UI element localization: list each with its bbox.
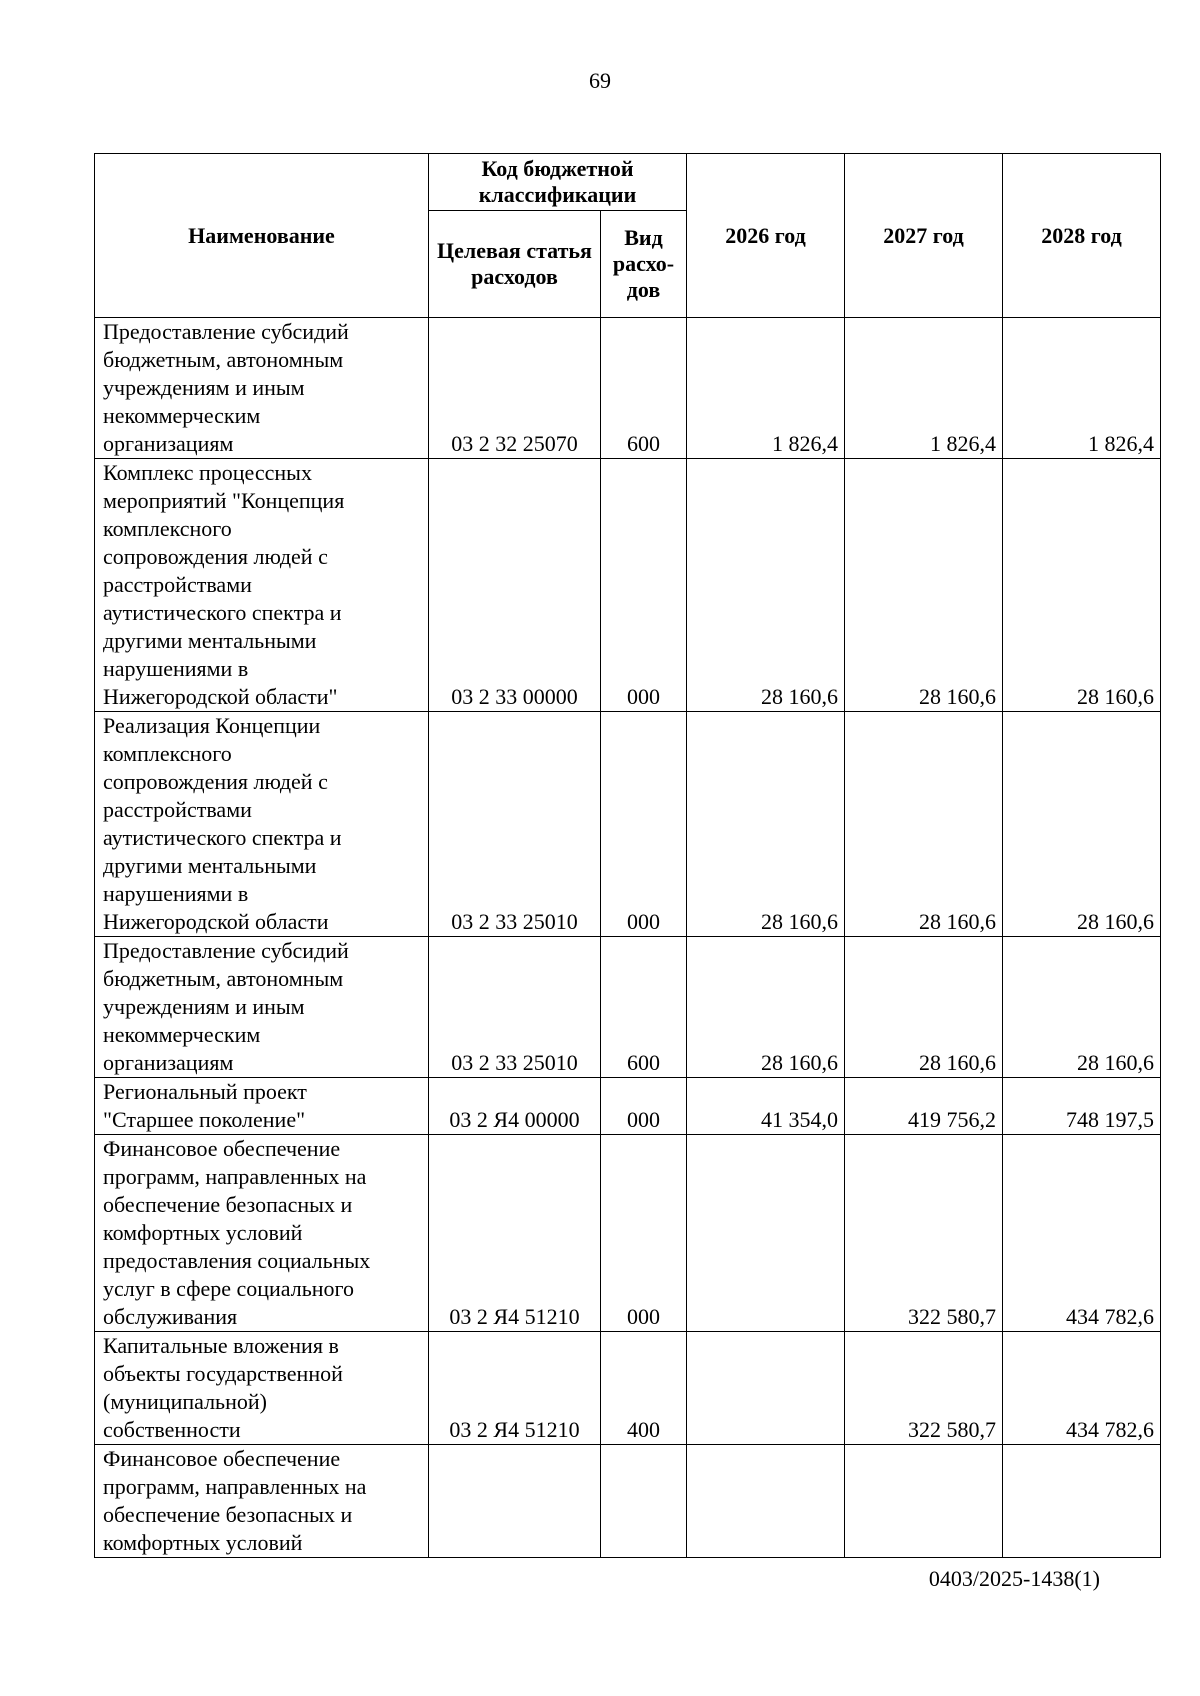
- row-2026-cell: 28 160,6: [687, 712, 845, 937]
- header-name: Наименование: [95, 154, 429, 318]
- row-name-cell: Предоставление субсидий бюджетным, автономным учреждениям и иным некоммерческим организациям: [95, 937, 429, 1078]
- row-2027-cell: [845, 1445, 1003, 1558]
- row-2026-cell: [687, 1332, 845, 1445]
- row-2026-cell: [687, 1445, 845, 1558]
- row-target-item-cell: 03 2 Я4 51210: [429, 1135, 601, 1332]
- row-name-cell: Предоставление субсидий бюджетным, автономным учреждениям и иным некоммерческим организациям: [95, 318, 429, 459]
- row-expense-type-cell: 000: [601, 712, 687, 937]
- row-target-item-cell: 03 2 33 00000: [429, 459, 601, 712]
- row-name-cell: Региональный проект "Старшее поколение": [95, 1078, 429, 1135]
- row-2026-cell: 1 826,4: [687, 318, 845, 459]
- row-2028-cell: 1 826,4: [1003, 318, 1161, 459]
- row-name-cell: Комплекс процессных мероприятий "Концепция комплексного сопровождения людей с расстройствами аутистического спектра и другими ментальными нарушениями в Нижегородской области": [95, 459, 429, 712]
- row-target-item-cell: 03 2 Я4 00000: [429, 1078, 601, 1135]
- row-expense-type-cell: 600: [601, 318, 687, 459]
- row-2028-cell: 28 160,6: [1003, 937, 1161, 1078]
- row-2026-cell: 28 160,6: [687, 459, 845, 712]
- header-expense-type: Вид расхо-дов: [601, 211, 687, 318]
- row-target-item-cell: 03 2 33 25010: [429, 712, 601, 937]
- row-expense-type-cell: 000: [601, 1078, 687, 1135]
- table-row: [95, 1445, 1161, 1558]
- table-row: [95, 1135, 1161, 1332]
- row-name-cell: Капитальные вложения в объекты государственной (муниципальной) собственности: [95, 1332, 429, 1445]
- row-2026-cell: 41 354,0: [687, 1078, 845, 1135]
- header-year-2028: 2028 год: [1003, 154, 1161, 318]
- table-body: [95, 318, 1161, 1558]
- document-registration-code: 0403/2025-1438(1): [928, 1566, 1100, 1591]
- row-2027-cell: 1 826,4: [845, 318, 1003, 459]
- budget-table: [94, 153, 1161, 1558]
- header-target-item: Целевая статья расходов: [429, 211, 601, 318]
- header-budget-code-group: Код бюджетной классификации: [429, 154, 687, 211]
- row-target-item-cell: 03 2 32 25070: [429, 318, 601, 459]
- row-expense-type-cell: 600: [601, 937, 687, 1078]
- table-row: [95, 1332, 1161, 1445]
- row-2028-cell: 28 160,6: [1003, 459, 1161, 712]
- row-expense-type-cell: 000: [601, 1135, 687, 1332]
- row-target-item-cell: 03 2 Я4 51210: [429, 1332, 601, 1445]
- table-row: [95, 318, 1161, 459]
- table-row: [95, 937, 1161, 1078]
- row-2027-cell: 28 160,6: [845, 712, 1003, 937]
- header-year-2026: 2026 год: [687, 154, 845, 318]
- table-row: [95, 712, 1161, 937]
- row-2027-cell: 28 160,6: [845, 459, 1003, 712]
- row-2028-cell: 434 782,6: [1003, 1332, 1161, 1445]
- row-target-item-cell: [429, 1445, 601, 1558]
- table-header: [95, 154, 1161, 318]
- row-expense-type-cell: 000: [601, 459, 687, 712]
- row-name-cell: Финансовое обеспечение программ, направленных на обеспечение безопасных и комфортных условий: [95, 1445, 429, 1558]
- row-name-cell: Финансовое обеспечение программ, направленных на обеспечение безопасных и комфортных условий предоставления социальных услуг в сфере социального обслуживания: [95, 1135, 429, 1332]
- row-target-item-cell: 03 2 33 25010: [429, 937, 601, 1078]
- row-2027-cell: 322 580,7: [845, 1332, 1003, 1445]
- row-expense-type-cell: [601, 1445, 687, 1558]
- table-row: [95, 1078, 1161, 1135]
- row-expense-type-cell: 400: [601, 1332, 687, 1445]
- page-number: 69: [589, 68, 611, 93]
- row-2027-cell: 28 160,6: [845, 937, 1003, 1078]
- header-year-2027: 2027 год: [845, 154, 1003, 318]
- row-2028-cell: [1003, 1445, 1161, 1558]
- row-2028-cell: 748 197,5: [1003, 1078, 1161, 1135]
- row-2026-cell: 28 160,6: [687, 937, 845, 1078]
- row-name-cell: Реализация Концепции комплексного сопровождения людей с расстройствами аутистического спектра и другими ментальными нарушениями в Нижегородской области: [95, 712, 429, 937]
- row-2026-cell: [687, 1135, 845, 1332]
- row-2028-cell: 434 782,6: [1003, 1135, 1161, 1332]
- row-2027-cell: 322 580,7: [845, 1135, 1003, 1332]
- table-row: [95, 459, 1161, 712]
- row-2027-cell: 419 756,2: [845, 1078, 1003, 1135]
- row-2028-cell: 28 160,6: [1003, 712, 1161, 937]
